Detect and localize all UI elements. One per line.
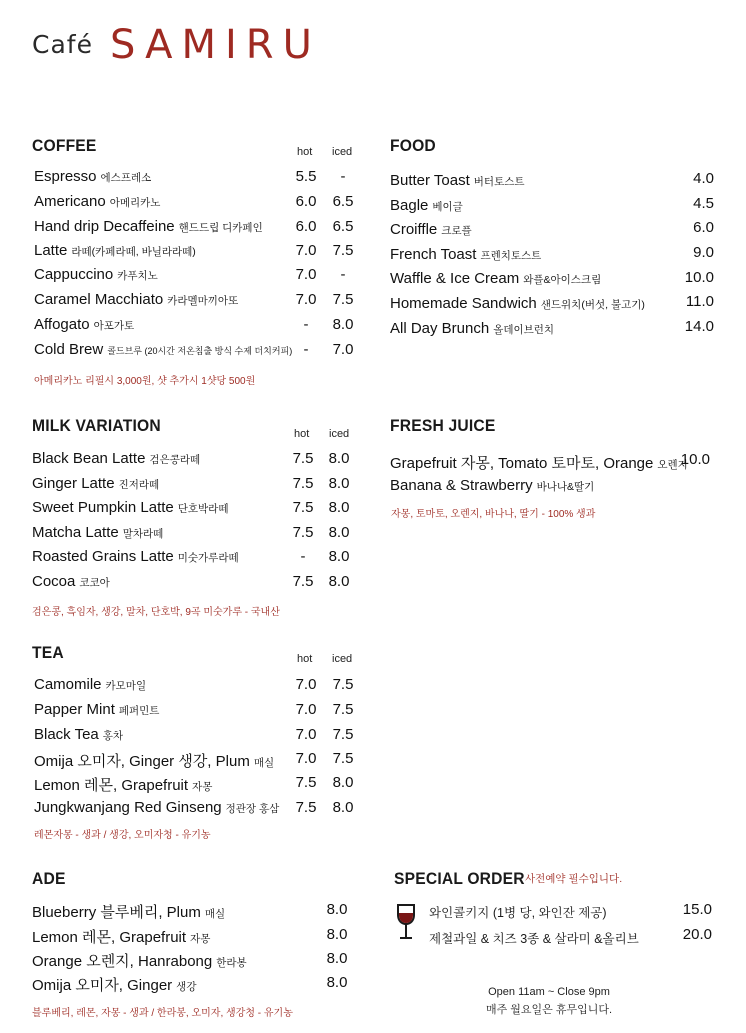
price: 14.0: [684, 318, 714, 335]
price-iced: 7.5: [332, 750, 354, 767]
price: 10.0: [684, 269, 714, 286]
price-hot: 7.0: [295, 726, 317, 743]
ade-title: ADE: [32, 869, 66, 888]
food-title: FOOD: [390, 136, 436, 155]
tea-iced-header: iced: [332, 653, 353, 665]
price-hot: -: [303, 316, 309, 333]
milk-iced-header: iced: [329, 428, 350, 440]
list-item: Cocoa 코코아: [32, 573, 110, 590]
price-iced: 7.5: [332, 291, 354, 308]
list-item: Hand drip Decaffeine 핸드드립 디카페인: [34, 218, 263, 235]
price-iced: 8.0: [328, 573, 350, 590]
list-item: Croiffle 크로플: [390, 221, 472, 238]
price-hot: 7.5: [292, 475, 314, 492]
price-hot: 7.5: [292, 573, 314, 590]
price-iced: 8.0: [332, 774, 354, 791]
price-iced: 8.0: [328, 524, 350, 541]
price-iced: 7.5: [332, 726, 354, 743]
price-hot: 7.5: [295, 774, 317, 791]
price-hot: 7.0: [295, 701, 317, 718]
price-iced: 7.5: [332, 676, 354, 693]
price-hot: -: [300, 548, 306, 565]
list-item: Bagle 베이글: [390, 197, 463, 214]
list-item: Latte 라떼(카페라떼, 바닐라라떼): [34, 242, 196, 259]
price: 10.0: [680, 451, 710, 468]
list-item: Blueberry 블루베리, Plum 매실: [32, 904, 226, 921]
milk-title: MILK VARIATION: [32, 416, 161, 435]
special-title: SPECIAL ORDER: [394, 869, 525, 888]
list-item: Black Bean Latte 검은콩라떼: [32, 450, 201, 467]
price-iced: 8.0: [332, 316, 354, 333]
list-item: 와인콜키지 (1병 당, 와인잔 제공): [429, 906, 607, 920]
list-item: Affogato 아포가토: [34, 316, 135, 333]
special-subtitle: 사전예약 필수입니다.: [525, 873, 623, 885]
list-item: Lemon 레몬, Grapefruit 자몽: [34, 777, 213, 794]
list-item: Americano 아메리카노: [34, 193, 161, 210]
price-hot: 7.0: [295, 266, 317, 283]
list-item: Espresso 에스프레소: [34, 168, 152, 185]
price-iced: 8.0: [328, 548, 350, 565]
price-iced: 7.0: [332, 341, 354, 358]
price-iced: 8.0: [328, 499, 350, 516]
list-item: French Toast 프렌치토스트: [390, 246, 542, 263]
list-item: Papper Mint 페퍼민트: [34, 701, 160, 718]
milk-note: 검은콩, 흑임자, 생강, 말차, 단호박, 9곡 미숫가루 - 국내산: [32, 607, 280, 618]
wine-glass-icon: [395, 903, 417, 943]
coffee-note: 아메리카노 리필시 3,000원, 샷 추가시 1샷당 500원: [34, 376, 256, 387]
price: 4.0: [693, 170, 714, 187]
price-iced: 7.5: [332, 242, 354, 259]
price-hot: 6.0: [295, 218, 317, 235]
milk-hot-header: hot: [294, 428, 310, 440]
price-hot: 7.5: [292, 524, 314, 541]
price-hot: 7.0: [295, 291, 317, 308]
coffee-iced-header: iced: [332, 146, 353, 158]
price: 20.0: [682, 926, 712, 943]
price-iced: -: [340, 266, 346, 283]
list-item: Orange 오렌지, Hanrabong 한라봉: [32, 953, 247, 970]
price: 9.0: [693, 244, 714, 261]
list-item: Matcha Latte 말차라떼: [32, 524, 164, 541]
list-item: Jungkwanjang Red Ginseng 정관장 홍삼: [34, 799, 280, 816]
price-hot: 6.0: [295, 193, 317, 210]
list-item: Camomile 카모마일: [34, 676, 147, 693]
price: 8.0: [326, 974, 348, 991]
brand-cafe: Café: [32, 30, 93, 59]
brand-name: SAMIRU: [110, 22, 321, 68]
price-hot: 7.0: [295, 750, 317, 767]
price-hot: 7.5: [295, 799, 317, 816]
tea-title: TEA: [32, 643, 64, 662]
price: 11.0: [685, 293, 714, 310]
price-iced: 7.5: [332, 701, 354, 718]
list-item: Ginger Latte 진저라떼: [32, 475, 160, 492]
price-hot: 7.5: [292, 450, 314, 467]
price: 8.0: [326, 926, 348, 943]
list-item: Omija 오미자, Ginger 생강: [32, 977, 197, 994]
coffee-title: COFFEE: [32, 136, 97, 155]
list-item: Black Tea 홍차: [34, 726, 124, 743]
list-item: 제철과일 & 치즈 3종 & 살라미 &올리브: [429, 932, 639, 946]
price-iced: 8.0: [332, 799, 354, 816]
tea-note: 레몬자몽 - 생과 / 생강, 오미자청 - 유기농: [34, 830, 211, 841]
list-item: Cold Brew 콜드브루 (20시간 저온침출 방식 수제 더치커피): [34, 341, 293, 358]
list-item: Homemade Sandwich 샌드위치(버섯, 불고기): [390, 295, 645, 312]
price: 6.0: [693, 219, 714, 236]
juice-title: FRESH JUICE: [390, 416, 496, 435]
price-iced: -: [340, 168, 346, 185]
list-item: All Day Brunch 올데이브런치: [390, 320, 555, 337]
list-item: Grapefruit 자몽, Tomato 토마토, Orange 오렌지: [390, 455, 688, 472]
price: 8.0: [326, 901, 348, 918]
price-iced: 8.0: [328, 450, 350, 467]
price-hot: 7.5: [292, 499, 314, 516]
list-item: Sweet Pumpkin Latte 단호박라떼: [32, 499, 229, 516]
price: 8.0: [326, 950, 348, 967]
list-item: Omija 오미자, Ginger 생강, Plum 매실: [34, 753, 275, 770]
price-iced: 6.5: [332, 218, 354, 235]
price-hot: 5.5: [295, 168, 317, 185]
price-iced: 8.0: [328, 475, 350, 492]
closed-day: 매주 월요일은 휴무입니다.: [485, 1004, 613, 1016]
price-hot: 7.0: [295, 242, 317, 259]
list-item: Roasted Grains Latte 미숫가루라떼: [32, 548, 239, 565]
price-hot: -: [303, 341, 309, 358]
price: 15.0: [682, 901, 712, 918]
price-iced: 6.5: [332, 193, 354, 210]
list-item: Banana & Strawberry 바나나&딸기: [390, 477, 595, 494]
list-item: Waffle & Ice Cream 와플&아이스크림: [390, 270, 602, 287]
tea-hot-header: hot: [297, 653, 313, 665]
coffee-hot-header: hot: [297, 146, 313, 158]
list-item: Caramel Macchiato 카라멜마끼아또: [34, 291, 239, 308]
price-hot: 7.0: [295, 676, 317, 693]
list-item: Lemon 레몬, Grapefruit 자몽: [32, 929, 211, 946]
list-item: Butter Toast 버터토스트: [390, 172, 525, 189]
opening-hours: Open 11am ~ Close 9pm: [488, 986, 610, 998]
list-item: Cappuccino 카푸치노: [34, 266, 158, 283]
ade-note: 블루베리, 레몬, 자몽 - 생과 / 한라봉, 오미자, 생강청 - 유기농: [32, 1008, 293, 1019]
price: 4.5: [693, 195, 714, 212]
juice-note: 자몽, 토마토, 오렌지, 바나나, 딸기 - 100% 생과: [391, 509, 596, 520]
